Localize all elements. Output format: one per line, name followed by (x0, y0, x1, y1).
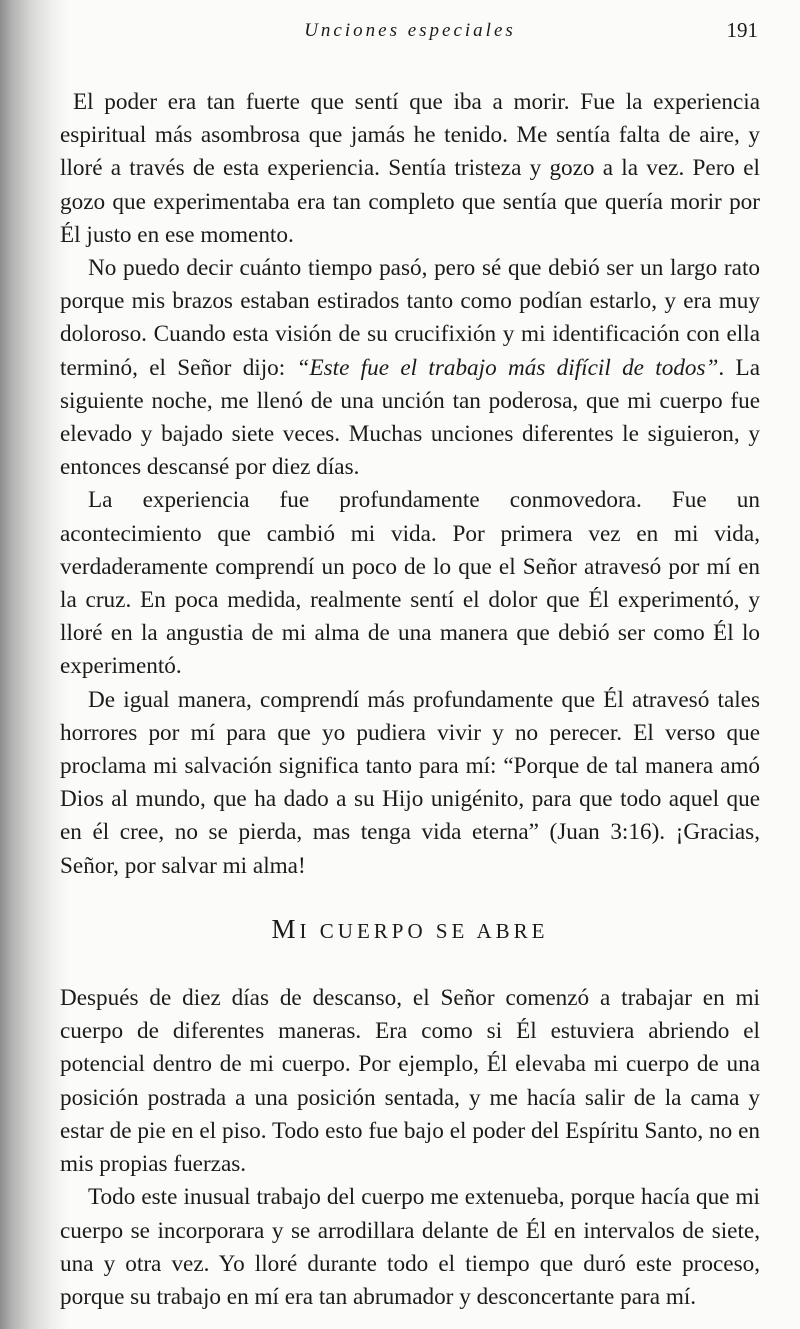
heading-text: I CUERPO SE ABRE (299, 918, 549, 943)
running-head: Unciones especiales (304, 20, 516, 41)
paragraph: El poder era tan fuerte que sentí que iba a morir. Fue la experiencia espiritual más asombrosa que jamás he tenido. Me sentía falta de aire, y lloré a través de esta experiencia. Sentía tristeza y gozo a la vez. Pero el gozo que experimentaba era tan completo que sentía que quería morir por Él justo en ese momento. (60, 89, 760, 248)
paragraph (60, 252, 760, 484)
paragraph: Todo este inusual trabajo del cuerpo me extenueba, porque hacía que mi cuerpo se incorporara y se arrodillara delante de Él en intervalos de siete, una y otra vez. Yo lloré durante todo el tiempo que duró este proceso, porque su trabajo en mí era tan abrumador y desconcertante para mí. (60, 1184, 760, 1310)
paragraph: De igual manera, comprendí más profundamente que Él atravesó tales horrores por mí para que yo pudiera vivir y no perecer. El verso que proclama mi salvación significa tanto para mí: “Porque de tal manera amó Dios al mundo, que ha dado a su Hijo unigénito, para que todo aquel que en él cree, no se pierda, mas tenga vida eterna” (Juan 3:16). ¡Gracias, Señor, por salvar mi alma! (60, 686, 760, 879)
paragraph-text: . La siguiente noche, me llenó de una unción tan poderosa, que mi cuerpo fue elevado y bajado siete veces. Muchas unciones diferentes le siguieron, y entonces descansé por diez días. (60, 354, 760, 481)
page-body (60, 86, 760, 1314)
quoted-words: “Este fue el trabajo más difícil de todos” (296, 354, 719, 381)
heading-initial: M (271, 913, 300, 944)
paragraph: La experiencia fue profundamente conmovedora. Fue un acontecimiento que cambió mi vida. Por primera vez en mi vida, verdaderamente comprendí un poco de lo que el Señor atravesó por mí en la cruz. En poca medida, realmente sentí el dolor que Él experimentó, y lloré en la angustia de mi alma de una manera que debió ser como Él lo experimentó. (60, 487, 760, 680)
paragraph: Después de diez días de descanso, el Señor comenzó a trabajar en mi cuerpo de diferentes maneras. Era como si Él estuviera abriendo el potencial dentro de mi cuerpo. Por ejemplo, Él elevaba mi cuerpo de una posición postrada a una posición sentada, y me hacía salir de la cama y estar de pie en el piso. Todo esto fue bajo el poder del Espíritu Santo, no en mis propias fuerzas. (60, 985, 760, 1178)
page-number: 191 (726, 18, 758, 42)
page-header (60, 18, 760, 48)
section-heading (60, 913, 760, 948)
paragraph-text: No puedo decir cuánto tiempo pasó, pero sé que debió ser un largo rato porque mis brazos estaban estirados tanto como podían estarlo, y era muy doloroso. Cuando esta visión de su crucifixión y mi identificación con ella terminó, el Señor dijo: (60, 255, 760, 381)
